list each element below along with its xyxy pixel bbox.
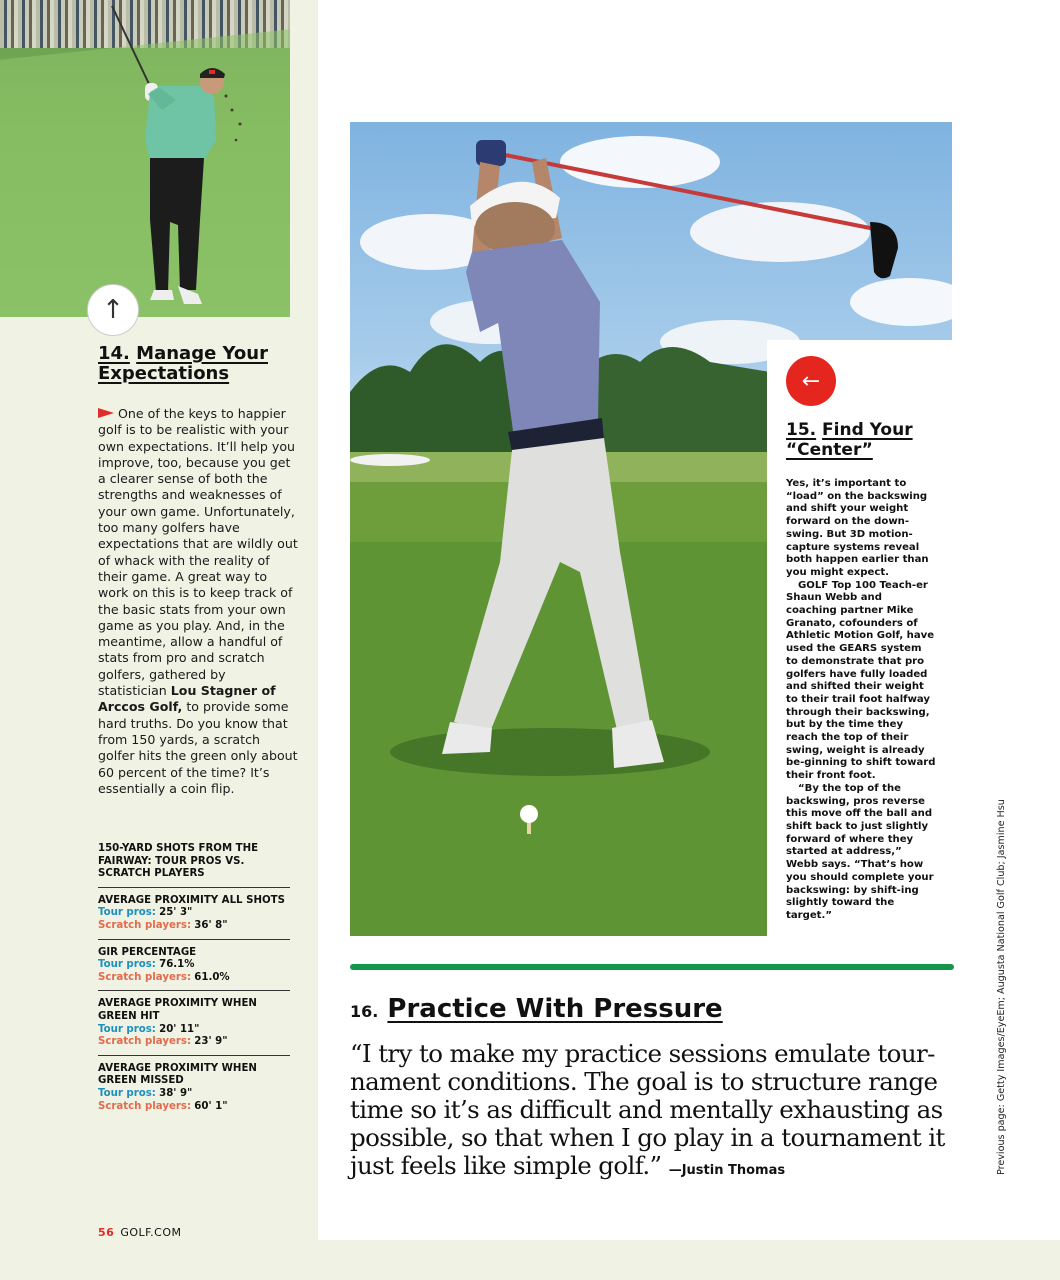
stat-label: AVERAGE PROXIMITY WHEN GREEN HIT <box>98 998 257 1022</box>
scratch-label: Scratch players: <box>98 1036 192 1048</box>
section-14-title: Manage Your Expectations <box>98 343 268 384</box>
tour-value: 20' 11" <box>159 1023 200 1035</box>
tour-value: 38' 9" <box>159 1087 193 1099</box>
scratch-label: Scratch players: <box>98 919 192 931</box>
scratch-label: Scratch players: <box>98 971 192 983</box>
tour-label: Tour pros: <box>98 1023 156 1035</box>
section-15-heading <box>786 420 946 460</box>
stat-block <box>98 888 290 940</box>
quote-text: “I try to make my practice sessions emulate tour-nament conditions. The goal is to structure range time so it’s as difficult and mentally exhausting as possible, so that when I go play in a tournament it just feels like simple golf.” <box>350 1039 945 1180</box>
section-15-title: Find Your “Center” <box>786 420 913 460</box>
section-15-body <box>786 478 936 923</box>
up-arrow-icon: ↑ <box>87 284 139 336</box>
stats-title: 150-YARD SHOTS FROM THE FAIRWAY: TOUR PROS VS. SCRATCH PLAYERS <box>98 843 290 888</box>
tour-value: 25' 3" <box>159 907 193 919</box>
section-15-number: 15. <box>786 420 817 440</box>
section-14-body-text-end: to provide some hard truths. Do you know that from 150 yards, a scratch golfer hits the green only about 60 percent of the time? It’s essentially a coin flip. <box>98 699 298 796</box>
tour-label: Tour pros: <box>98 959 156 971</box>
golfer-fairway-photo <box>0 0 290 317</box>
section-16-title: Practice With Pressure <box>387 994 723 1024</box>
section-divider <box>350 964 954 970</box>
p2-text-c: and coaching partner <box>786 592 887 617</box>
site-name: GOLF.COM <box>120 1226 182 1239</box>
scratch-value: 23' 9" <box>194 1036 228 1048</box>
section-16-heading <box>350 993 950 1028</box>
section-15-paragraph-3: “By the top of the backswing, pros reverse this move off the ball and shift back to just slightly forward of where they started at address,” Webb says. “That’s how you should complete your backswing: by shift-ing slightly toward the target.” <box>786 782 934 921</box>
statistician-name: Lou Stagner of Arccos Golf, <box>98 683 276 715</box>
teacher-name: Shaun Webb <box>786 592 858 604</box>
stat-label: AVERAGE PROXIMITY ALL SHOTS <box>98 894 285 906</box>
section-14-body-text: One of the keys to happier golf is to be realistic with your own expectations. It’ll help you improve, too, because you get a clearer sense of both the strengths and weaknesses of your own game. Unfortunately, too many golfers have expectations that are wildly out of whack with the reality of their game. A great way to work on this is to keep track of the basic stats from your own game as you play. And, in the meantime, allow a handful of stats from pro and scratch golfers, gathered by statistician <box>98 406 298 699</box>
section-15-paragraph-1: Yes, it’s important to “load” on the backswing and shift your weight forward on the down-swing. But 3D motion-capture systems reveal both happen earlier than you might expect. <box>786 478 929 578</box>
stat-block <box>98 1056 290 1119</box>
flag-icon <box>98 408 114 418</box>
scratch-value: 61.0% <box>194 971 230 983</box>
golfer-illustration <box>0 0 290 317</box>
stat-label: AVERAGE PROXIMITY WHEN GREEN MISSED <box>98 1062 257 1087</box>
section-16-number: 16. <box>350 1002 379 1021</box>
section-14-number: 14. <box>98 343 130 364</box>
partner-name: Mike Granato, <box>786 605 914 629</box>
stats-table <box>98 843 290 1119</box>
tour-label: Tour pros: <box>98 1087 156 1099</box>
section-14-heading <box>98 344 298 384</box>
photo-credit: Previous page: Getty Images/EyeEm; Augusta National Golf Club; Jasmine Hsu <box>996 799 1007 1175</box>
scratch-value: 60' 1" <box>194 1100 228 1112</box>
quote-attribution: —Justin Thomas <box>668 1163 786 1178</box>
section-14-body <box>98 406 298 797</box>
page-footer <box>98 1226 182 1239</box>
p2-text-e: cofounders of Athletic Motion Golf, have used the GEARS system to demonstrate that pro golfers have fully loaded and shifted their weight to their trail foot halfway through their backswing, but by the time they reach the top of their swing, weight is already be-ginning to shift toward their front foot. <box>786 617 936 782</box>
page-number: 56 <box>98 1226 115 1239</box>
stat-label: GIR PERCENTAGE <box>98 946 197 958</box>
scratch-label: Scratch players: <box>98 1100 192 1112</box>
stat-block <box>98 991 290 1055</box>
left-arrow-icon: ← <box>786 356 836 406</box>
scratch-value: 36' 8" <box>194 919 228 931</box>
stat-block <box>98 940 290 992</box>
tour-label: Tour pros: <box>98 907 156 919</box>
tour-value: 76.1% <box>159 959 195 971</box>
pull-quote <box>350 1040 950 1185</box>
p2-text-a: GOLF Top 100 Teach-er <box>798 579 928 591</box>
section-15-paragraph-2 <box>786 580 936 783</box>
